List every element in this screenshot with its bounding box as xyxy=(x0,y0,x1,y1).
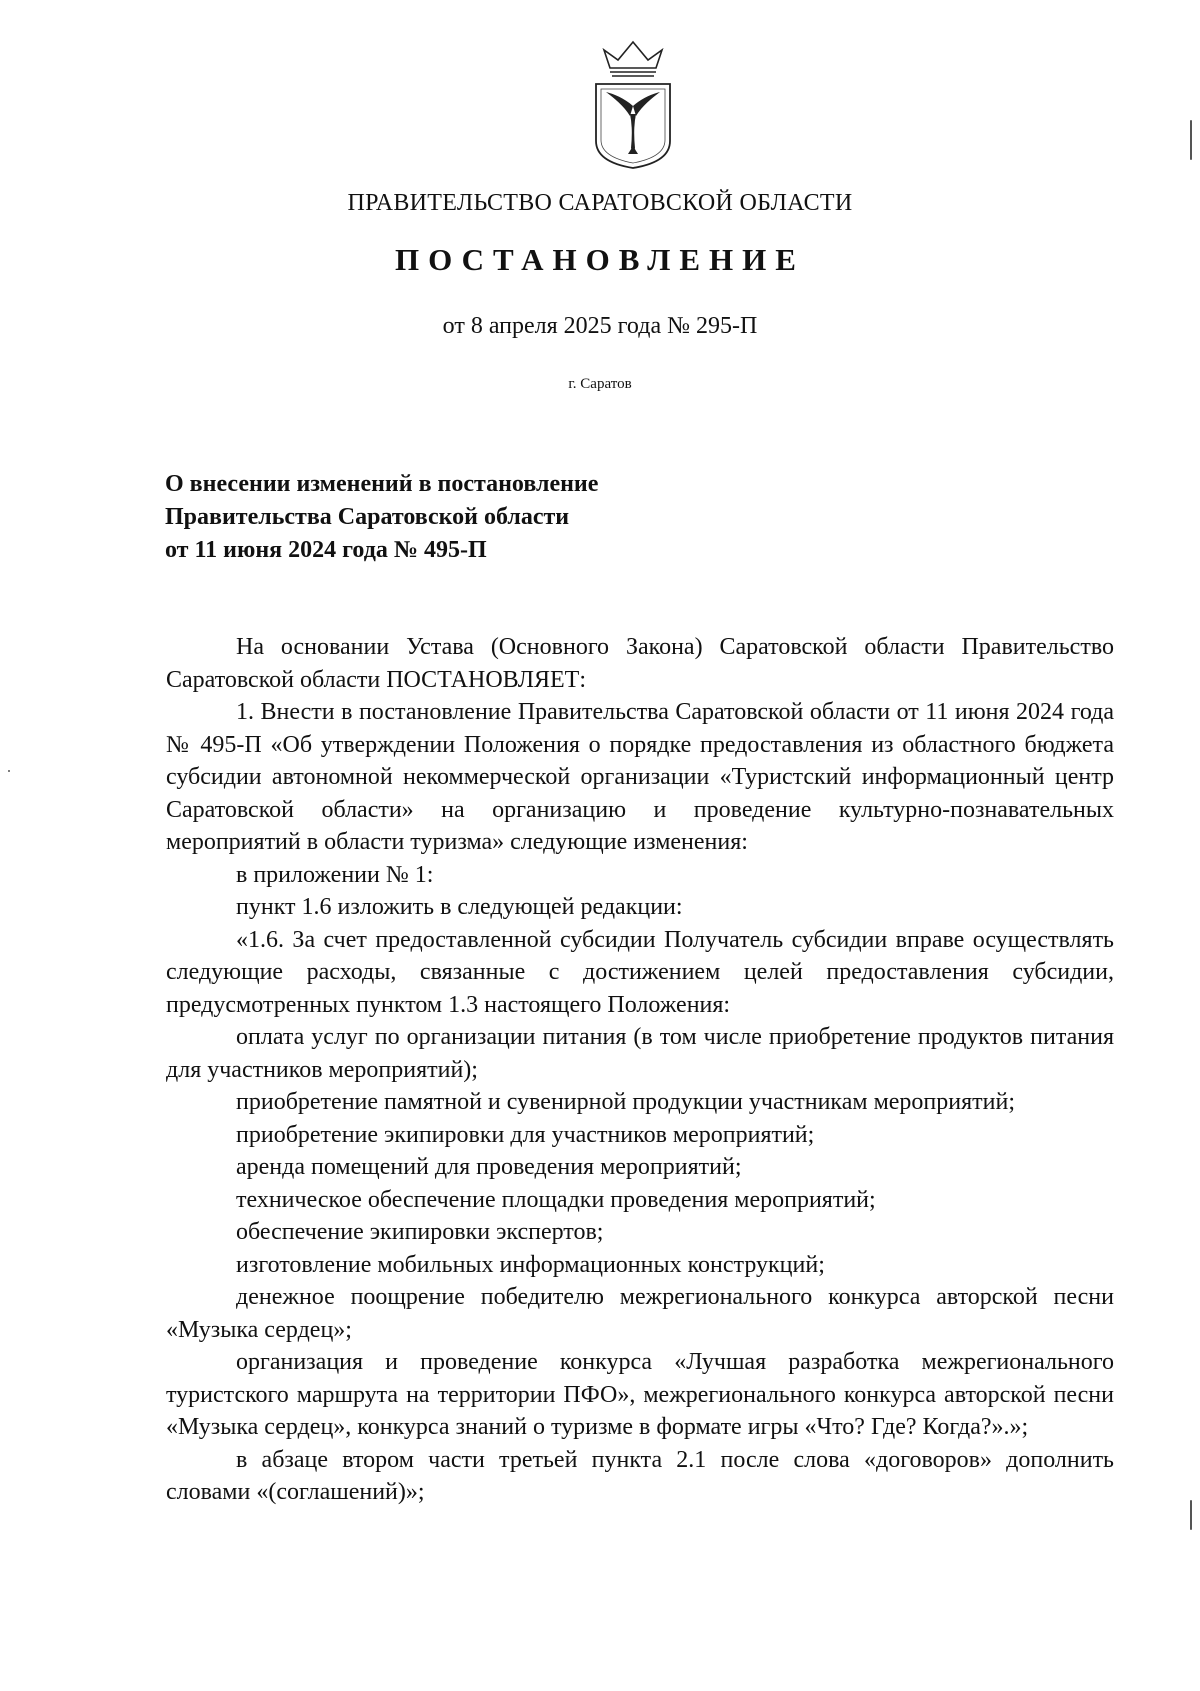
paragraph: денежное поощрение победителю межрегионального конкурса авторской песни «Музыка сердец»; xyxy=(166,1284,1114,1343)
paragraph: в абзаце втором части третьей пункта 2.1 после слова «договоров» дополнить словами «(соглашений)»; xyxy=(166,1446,1114,1505)
paragraph: «1.6. За счет предоставленной субсидии Получатель субсидии вправе осуществлять следующие расходы, связанные с достижением целей предоставления субсидии, предусмотренных пунктом 1.3 настоящего Положения: xyxy=(166,926,1114,1018)
paragraph: обеспечение экипировки экспертов; xyxy=(236,1219,604,1245)
document-date-number: от 8 апреля 2025 года № 295-П xyxy=(442,313,758,339)
scan-speck xyxy=(1190,1500,1192,1530)
scan-speck xyxy=(1190,120,1192,160)
paragraph: 1. Внести в постановление Правительства Саратовской области от 11 июня 2024 года № 495-П «Об утверждении Положения о порядке предоставления из областного бюджета субсидии автономной некоммерческой организации «Туристский информационный центр Саратовской области» на организацию и проведение культурно-познавательных мероприятий в области туризма» следующие изменения: xyxy=(166,699,1114,855)
paragraph: На основании Устава (Основного Закона) Саратовской области Правительство Саратовской области ПОСТАНОВЛЯЕТ: xyxy=(166,634,1114,693)
paragraph: аренда помещений для проведения мероприятий; xyxy=(236,1154,742,1180)
subject-line: Правительства Саратовской области xyxy=(165,504,570,530)
paragraph: приобретение экипировки для участников мероприятий; xyxy=(236,1121,815,1148)
paragraph: оплата услуг по организации питания (в том числе приобретение продуктов питания для участников мероприятий); xyxy=(166,1024,1114,1083)
coat-of-arms-icon xyxy=(588,36,678,171)
document-city: г. Саратов xyxy=(568,376,632,392)
paragraph: техническое обеспечение площадки проведения мероприятий; xyxy=(236,1186,876,1213)
paragraph: приобретение памятной и сувенирной продукции участникам мероприятий; xyxy=(236,1089,1015,1115)
paragraph: организация и проведение конкурса «Лучшая разработка межрегионального туристского маршрута на территории ПФО», межрегионального конкурса авторской песни «Музыка сердец», конкурса знаний о туризме в формате игры «Что? Где? Когда?».»; xyxy=(166,1349,1114,1440)
organization-name: ПРАВИТЕЛЬСТВО САРАТОВСКОЙ ОБЛАСТИ xyxy=(347,190,853,216)
paragraph: пункт 1.6 изложить в следующей редакции: xyxy=(236,894,683,920)
paragraph: изготовление мобильных информационных конструкций; xyxy=(236,1251,825,1278)
document-subject xyxy=(165,468,598,567)
paragraph: в приложении № 1: xyxy=(236,861,434,888)
subject-line: О внесении изменений в постановление xyxy=(165,471,599,497)
scan-speck xyxy=(8,770,10,772)
document-type: ПОСТАНОВЛЕНИЕ xyxy=(395,242,805,277)
subject-line: от 11 июня 2024 года № 495-П xyxy=(165,537,487,563)
document-body xyxy=(166,631,1114,1509)
